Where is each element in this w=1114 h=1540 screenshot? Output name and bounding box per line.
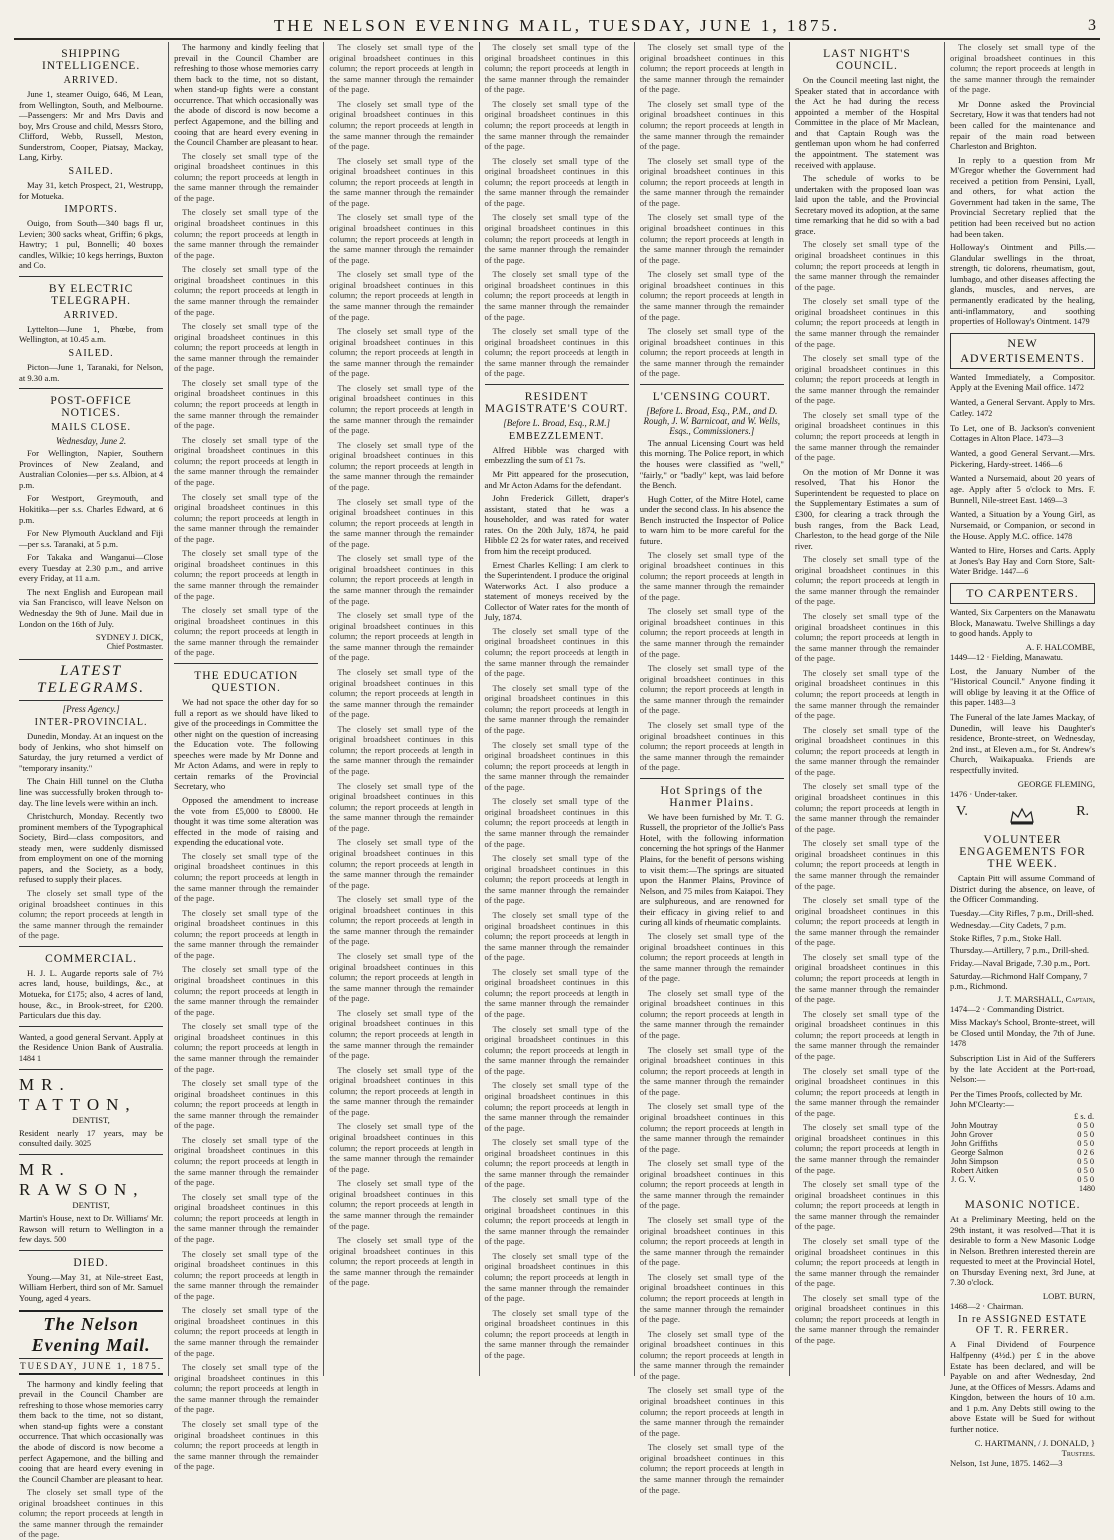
table-row [950, 1175, 1095, 1184]
magistrate-continuation: The closely set small type of the original broadsheet continues in this column; the report proceeds at length in the same manner through the remainder of the page. [484, 966, 629, 1019]
magistrate-continuation: The closely set small type of the original broadsheet continues in this column; the report proceeds at length in the same manner through the remainder of the page. [484, 1137, 629, 1190]
page-number: 3 [1088, 17, 1096, 34]
education-continuation: The closely set small type of the original broadsheet continues in this column; the report proceeds at length in the same manner through the remainder of the page. [484, 212, 629, 265]
subscriber-amount: 0 5 0 [1077, 1165, 1095, 1175]
post-notice: The next English and European mail via San Francisco, will leave Nelson on Wednesday the 9th of June. Mail due in London on the 16th of July. [19, 586, 164, 629]
shipping-arrived-label: ARRIVED. [63, 75, 119, 86]
education-continuation: The closely set small type of the original broadsheet continues in this column; the report proceeds at length in the same manner through the remainder of the page. [329, 42, 474, 95]
council-continuation: The closely set small type of the original broadsheet continues in this column; the report proceeds at length in the same manner through the remainder of the page. [794, 554, 940, 607]
servant-ad [19, 1032, 163, 1064]
subscription-table [950, 1112, 1095, 1184]
ad-ref: 1483—3 [987, 698, 1016, 708]
commercial-heading: COMMERCIAL. [45, 952, 137, 965]
new-ad-item [950, 372, 1095, 393]
magistrate-continuation: The closely set small type of the original broadsheet continues in this column; the report proceeds at length in the same manner through the remainder of the page. [639, 212, 784, 265]
council-continuation: The closely set small type of the original broadsheet continues in this column; the report proceeds at length in the same manner through the remainder of the page. [794, 296, 940, 349]
education-continuation: The closely set small type of the original broadsheet continues in this column; the report proceeds at length in the same manner through the remainder of the page. [329, 666, 474, 720]
telegraph-arrived-label: ARRIVED. [63, 309, 119, 321]
shipping-heading: SHIPPING INTELLIGENCE. [41, 48, 141, 72]
magistrate-continuation: The closely set small type of the original broadsheet continues in this column; the report proceeds at length in the same manner through the remainder of the page. [639, 155, 784, 208]
estate-heading: In re ASSIGNED ESTATE OF T. R. FERRER. [958, 1314, 1087, 1337]
ad-ref: 1473—3 [1035, 434, 1064, 444]
leader-continuation: The closely set small type of the original broadsheet continues in this column; the report proceeds at length in the same manner through the remainder of the page. [174, 434, 319, 487]
education-continuation: The closely set small type of the original broadsheet continues in this column; the report proceeds at length in the same manner through the remainder of the page. [174, 964, 319, 1017]
column-1 [14, 42, 169, 1540]
leader-continuation: The closely set small type of the original broadsheet continues in this column; the report proceeds at length in the same manner through the remainder of the page. [174, 264, 319, 317]
magistrate-paragraph: John Frederick Gillett, draper's assistant, stated that he was a householder, and was rated for water rates. On the 20th July, 1874, he paid Hibble £2 2s for water rates, and received from him the receipt produced. [484, 493, 629, 556]
magistrate-continuation: The closely set small type of the original broadsheet continues in this column; the report proceeds at length in the same manner through the remainder of the page. [639, 269, 784, 322]
holloway-text: Holloway's Ointment and Pills.—Glandular swellings in the throat, strength, tic dolorens, rheumatism, gout, lumbago, and other diseases affecting the glands, muscles, and nerves, are permanently eradicated by the healing, anti-inflammatory, and soothing properties of Holloway's Ointment. [950, 242, 1096, 327]
education-continuation: The closely set small type of the original broadsheet continues in this column; the report proceeds at length in the same manner through the remainder of the page. [329, 610, 474, 663]
council-continuation: The closely set small type of the original broadsheet continues in this column; the report proceeds at length in the same manner through the remainder of the page. [794, 611, 940, 664]
leader-continuation: The closely set small type of the original broadsheet continues in this column; the report proceeds at length in the same manner through the remainder of the page. [174, 605, 319, 658]
estate-date: Nelson, 1st June, 1875. [950, 1457, 1031, 1468]
shipping-imports-label: IMPORTS. [64, 204, 118, 216]
divider [19, 1250, 163, 1251]
ad-ref: 1472 [1068, 383, 1085, 393]
volunteer-engagement: Friday.—Naval Brigade, 7.30 p.m., Port. [950, 957, 1091, 968]
subscriber-name: Robert Aitken [951, 1165, 999, 1175]
ad-ref: 1478 [1056, 531, 1073, 541]
paper-nameplate [19, 1310, 163, 1375]
hot-springs-continuation: The closely set small type of the original broadsheet continues in this column; the report proceeds at length in the same manner through the remainder of the page. [639, 1328, 784, 1381]
licensing-heading: L'CENSING COURT. [652, 390, 771, 403]
education-continuation: The closely set small type of the original broadsheet continues in this column; the report proceeds at length in the same manner through the remainder of the page. [174, 1134, 319, 1188]
volunteers-title: Commanding District. [987, 1003, 1065, 1014]
leader-continuation: The closely set small type of the original broadsheet continues in this column; the report proceeds at length in the same manner through the remainder of the page. [174, 321, 319, 374]
ad-ref: 1462—3 [1032, 1457, 1063, 1468]
magistrate-heading: RESIDENT MAGISTRATE'S COURT. [484, 390, 629, 415]
education-continuation: The closely set small type of the original broadsheet continues in this column; the report proceeds at length in the same manner through the remainder of the page. [329, 496, 474, 549]
education-continuation: The closely set small type of the original broadsheet continues in this column; the report proceeds at length in the same manner through the remainder of the page. [484, 269, 629, 322]
telegraph-sailed-label: SAILED. [68, 348, 114, 359]
divider [19, 1069, 163, 1070]
post-notice: For Westport, Greymouth, and Hokitika—per s.s. Charles Edward, at 6 p.m. [19, 493, 164, 525]
subscriber-name: George Salmon [951, 1147, 1004, 1157]
volunteers-heading: VOLUNTEER ENGAGEMENTS FOR THE WEEK. [959, 834, 1086, 871]
telegrams-agency: [Press Agency.] [62, 704, 120, 715]
subscriber-name: John Grover [951, 1129, 993, 1139]
education-continuation: The closely set small type of the original broadsheet continues in this column; the report proceeds at length in the same manner through the remainder of the page. [329, 1235, 474, 1288]
divider [174, 663, 318, 664]
new-ads-heading: NEW ADVERTISEMENTS. [950, 333, 1095, 369]
magistrate-continuation: The closely set small type of the original broadsheet continues in this column; the report proceeds at length in the same manner through the remainder of the page. [484, 796, 629, 849]
volunteers-intro: Captain Pitt will assume Command of District during the absence, on leave, of the Officer Commanding. [950, 873, 1096, 905]
subscriber-amount: 0 5 0 [1077, 1138, 1095, 1148]
magistrate-continuation: The closely set small type of the original broadsheet continues in this column; the report proceeds at length in the same manner through the remainder of the page. [484, 1307, 629, 1360]
council-heading: LAST NIGHT'S COUNCIL. [823, 48, 911, 72]
ad-ref: 1469—3 [1039, 495, 1068, 505]
subscriber-amount: 0 5 0 [1077, 1129, 1095, 1139]
post-notice: For New Plymouth Auckland and Fiji—per s.s. Taranaki, at 5 p.m. [19, 528, 164, 549]
magistrate-before: [Before L. Broad, Esq., R.M.] [503, 417, 611, 428]
rawson-text: Martin's House, next to Dr. Williams' Mr. Rawson will return to Wellington in a few days. [19, 1212, 164, 1245]
hot-springs-continuation: The closely set small type of the original broadsheet continues in this column; the report proceeds at length in the same manner through the remainder of the page. [639, 1385, 784, 1438]
funeral-title: Under-taker. [974, 789, 1018, 800]
masonic-heading: MASONIC NOTICE. [964, 1198, 1081, 1211]
magistrate-continuation: The closely set small type of the original broadsheet continues in this column; the report proceeds at length in the same manner through the remainder of the page. [484, 1023, 629, 1076]
licensing-paragraph: The annual Licensing Court was held this morning. The Police report, in which the houses were classified as "well," "fairly," or "badly" kept, was laid before the Bench. [639, 437, 784, 491]
subscriber-name: J. G. V. [951, 1174, 976, 1184]
new-ad-item [950, 423, 1095, 444]
ad-ref: 1449—12 [950, 652, 985, 662]
ad-ref: 1447—6 [1000, 567, 1029, 577]
licensing-continuation: The closely set small type of the original broadsheet continues in this column; the report proceeds at length in the same manner through the remainder of the page. [639, 549, 784, 602]
telegraph-sailed-text: Picton—June 1, Taranaki, for Nelson, at 9.30 a.m. [19, 362, 164, 383]
commercial-text: H. J. L. Augarde reports sale of 7½ acres land, house, buildings, &c., at Motueka, for £175; also, 4 acres of land, house, &c., in Brook-street, for £200. Particulars due this day. [19, 967, 164, 1021]
council-continuation: The closely set small type of the original broadsheet continues in this column; the report proceeds at length in the same manner through the remainder of the page. [794, 895, 940, 948]
tatton-name: MR. TATTON, [19, 1074, 137, 1114]
council-paragraph: The schedule of works to be undertaken with the proposed loan was laid upon the table, and the Provincial Secretary moved its adoption, at the same time remarking that he did so with a bad grace. [794, 173, 940, 236]
new-ad-item [950, 473, 1095, 505]
education-continuation: The closely set small type of the original broadsheet continues in this column; the report proceeds at length in the same manner through the remainder of the page. [484, 155, 629, 208]
education-continuation: The closely set small type of the original broadsheet continues in this column; the report proceeds at length in the same manner through the remainder of the page. [484, 42, 629, 95]
magistrate-continuation: The closely set small type of the original broadsheet continues in this column; the report proceeds at length in the same manner through the remainder of the page. [484, 739, 629, 792]
column-7 [945, 42, 1100, 1468]
council-continuation: The closely set small type of the original broadsheet continues in this column; the report proceeds at length in the same manner through the remainder of the page. [794, 1235, 940, 1289]
council-paragraph: Mr Donne asked the Provincial Secretary, How it was that tenders had not been called for the maintenance and repair of the main road between Charleston and Brighton. [950, 98, 1096, 152]
column-2 [169, 42, 324, 1472]
education-continuation: The closely set small type of the original broadsheet continues in this column; the report proceeds at length in the same manner through the remainder of the page. [329, 1178, 474, 1231]
lost-text: Lost, the January Number of the "Historical Council." Anyone finding it will oblige by leaving it at the Office of this paper. [950, 665, 1096, 708]
table-row [950, 1166, 1095, 1175]
tatton-subtitle: DENTIST, [72, 1114, 110, 1125]
masonic-footer: 1468—2 · Chairman. [950, 1300, 1024, 1311]
ad-ref: 3025 [75, 1139, 92, 1149]
magistrate-continuation: The closely set small type of the original broadsheet continues in this column; the report proceeds at length in the same manner through the remainder of the page. [639, 98, 784, 152]
paper-title: The Nelson Evening Mail. [31, 1313, 151, 1355]
hot-springs-continuation: The closely set small type of the original broadsheet continues in this column; the report proceeds at length in the same manner through the remainder of the page. [639, 1158, 784, 1211]
tatton-ad [19, 1128, 163, 1149]
education-continuation: The closely set small type of the original broadsheet continues in this column; the report proceeds at length in the same manner through the remainder of the page. [174, 1362, 319, 1415]
divider [640, 778, 784, 779]
volunteer-crest [956, 804, 1089, 828]
carpenters-text: Wanted, Six Carpenters on the Manawatu Block, Manawatu. Twelve Shillings a day to good hands. Apply to [950, 607, 1096, 639]
subscriber-name: John Moutray [951, 1120, 998, 1130]
telegrams-heading: LATEST TELEGRAMS. [19, 659, 163, 701]
ad-ref: 1472 [976, 408, 993, 418]
postmaster-signature: SYDNEY J. DICK, [95, 632, 164, 643]
volunteer-engagement: Saturday.—Richmond Half Company, 7 p.m., Richmond. [950, 970, 1088, 992]
magistrate-subheading: EMBEZZLEMENT. [508, 430, 605, 442]
masonic-title: Chairman. [987, 1300, 1024, 1311]
ad-ref: 1474—2 [950, 1003, 981, 1014]
subscriber-amount: 0 5 0 [1077, 1156, 1095, 1166]
divider [485, 384, 629, 385]
funeral-footer: 1476 · Under-taker. [950, 789, 1018, 800]
shipping-sailed-label: SAILED. [68, 165, 114, 177]
new-ad-text: Wanted, a Situation by a Young Girl, as Nursemaid, or Companion, or second in the House. Apply M.C. office. [950, 509, 1096, 541]
ad-ref: 1484 1 [19, 1053, 41, 1063]
mails-day-label: Wednesday, June 2. [56, 436, 127, 447]
licensing-before: [Before L. Broad, Esq., P.M., and D. Rough, J. W. Barnicoat, and W. Wells, Esqs., Commissioners.] [643, 405, 781, 436]
subscription-collector: Per the Times Proofs, collected by Mr. John M'Clearty:— [950, 1088, 1083, 1110]
education-continuation: The closely set small type of the original broadsheet continues in this column; the report proceeds at length in the same manner through the remainder of the page. [174, 1305, 319, 1358]
magistrate-paragraph: Alfred Hibble was charged with embezzling the sum of £1 7s. [484, 444, 629, 466]
council-continuation: The closely set small type of the original broadsheet continues in this column; the report proceeds at length in the same manner through the remainder of the page. [794, 667, 940, 721]
masthead-title: THE NELSON EVENING MAIL, TUESDAY, JUNE 1, 1875. [273, 16, 841, 35]
funeral-signature: GEORGE FLEMING, [1017, 779, 1096, 790]
divider [19, 276, 163, 277]
licensing-continuation: The closely set small type of the original broadsheet continues in this column; the report proceeds at length in the same manner through the remainder of the page. [639, 663, 784, 716]
council-paragraph: In reply to a question from Mr M'Gregor whether the Government had received a petition from Pensini, Lyall, and others, for what action the Government had taken in the same, The Provincial Secretary replied that the petition had been received but no action had been taken. [950, 154, 1096, 239]
education-continuation: The closely set small type of the original broadsheet continues in this column; the report proceeds at length in the same manner through the remainder of the page. [329, 98, 474, 152]
council-continuation: The closely set small type of the original broadsheet continues in this column; the report proceeds at length in the same manner through the remainder of the page. [950, 42, 1096, 95]
council-paragraph: On the Council meeting last night, the Speaker stated that in accordance with the Act he had during the recess appointed a member of the Hospital Committee in the place of Mr Maclean, and that Captain Rough was the gentleman upon whom he had conferred the appointment. The statement was received with applause. [794, 75, 940, 170]
ad-ref: 1468—2 [950, 1300, 981, 1311]
holloway-ad [950, 242, 1095, 327]
volunteer-engagement: Wednesday.—City Cadets, 7 p.m. [950, 920, 1066, 931]
council-continuation: The closely set small type of the original broadsheet continues in this column; the report proceeds at length in the same manner through the remainder of the page. [794, 1122, 940, 1175]
masonic-signature: LOBT. BURN, [1042, 1290, 1096, 1301]
leader-continuation: The closely set small type of the original broadsheet continues in this column; the report proceeds at length in the same manner through the remainder of the page. [174, 377, 319, 431]
mails-close-label: MAILS CLOSE. [51, 422, 131, 434]
funeral-text: The Funeral of the late James Mackay, of Dunedin, will leave his Daughter's residence, Bronte-street, on Wednesday, 2nd inst., at Eleven a.m., for St. Andrew's Church, Waikapuaka. Friends are respectfully invited. [950, 712, 1096, 775]
telegram-paragraph: The Chain Hill tunnel on the Clutha line was successfully broken through to-day. The line levels were within an inch. [19, 776, 164, 808]
hot-springs-continuation: The closely set small type of the original broadsheet continues in this column; the report proceeds at length in the same manner through the remainder of the page. [639, 1215, 784, 1268]
council-continuation: The closely set small type of the original broadsheet continues in this column; the report proceeds at length in the same manner through the remainder of the page. [794, 1179, 940, 1232]
magistrate-continuation: The closely set small type of the original broadsheet continues in this column; the report proceeds at length in the same manner through the remainder of the page. [484, 682, 629, 735]
shipping-arrived-text: June 1, steamer Ouigo, 646, M Lean, from Wellington, South, and Melbourne.—Passengers: Mr and Mrs Davis and boy, Mrs Crouse and child, Messrs Storo, Clifford, Webb, Russell, Meston, Sunderstrom, Cooper, Piatsay, Mackay, Lang, Kirby. [19, 89, 164, 163]
new-ad-text: Wanted Immediately, a Compositor. Apply at the Evening Mail office. [950, 371, 1096, 393]
died-text: Young.—May 31, at Nile-street East, William Herbert, third son of Mr. Samuel Young, aged 4 years. [19, 1271, 164, 1304]
subscription-intro: Subscription List in Aid of the Sufferers by the late Accident at the Port-road, Nelson:— [950, 1053, 1096, 1085]
education-continuation: The closely set small type of the original broadsheet continues in this column; the report proceeds at length in the same manner through the remainder of the page. [174, 1248, 319, 1301]
licensing-paragraph: Hugh Cotter, of the Mitre Hotel, came under the second class. In his absence the Bench instructed the Inspector of Police to warn him to be more careful for the future. [639, 493, 784, 546]
education-continuation: The closely set small type of the original broadsheet continues in this column; the report proceeds at length in the same manner through the remainder of the page. [329, 1121, 474, 1174]
table-row [950, 1121, 1095, 1130]
education-continuation: The closely set small type of the original broadsheet continues in this column; the report proceeds at length in the same manner through the remainder of the page. [329, 382, 474, 436]
education-continuation: The closely set small type of the original broadsheet continues in this column; the report proceeds at length in the same manner through the remainder of the page. [329, 326, 474, 379]
education-continuation: The closely set small type of the original broadsheet continues in this column; the report proceeds at length in the same manner through the remainder of the page. [484, 98, 629, 152]
shipping-sailed-text: May 31, ketch Prospect, 21, Westrupp, for Motueka. [19, 179, 164, 201]
hot-springs-continuation: The closely set small type of the original broadsheet continues in this column; the report proceeds at length in the same manner through the remainder of the page. [639, 1044, 784, 1097]
new-ad-text: Wanted to Hire, Horses and Carts. Apply at Jones's Bay Hay and Corn Store, Salt-Water Bridge. [950, 545, 1096, 577]
licensing-continuation: The closely set small type of the original broadsheet continues in this column; the report proceeds at length in the same manner through the remainder of the page. [639, 606, 784, 659]
education-paragraph: We had not space the other day for so full a report as we should have liked to give of the proceedings in Committee the other night on the question of increasing the Education vote. The following speeches were made by Mr Donne and Mr Acton Adams, and were in reply to certain remarks of the Provincial Secretary, who [174, 696, 319, 792]
ad-ref: 1478 [950, 1039, 967, 1049]
hot-springs-paragraph: We have been furnished by Mr. T. G. Russell, the proprietor of the Jollie's Pass Hotel, with the following information concerning the hot springs of the Hanmer Plains, for the benefit of persons wishing to visit them:—The springs are situated upon the Hanmer Plains, Province of Nelson, and 75 miles from Kaiapoi. They are sulphureous, and are renowned for their efficacy in giving relief to and curing all kinds of rheumatic complaints. [639, 811, 784, 928]
subscriber-name: John Griffiths [951, 1138, 998, 1148]
magistrate-continuation: The closely set small type of the original broadsheet continues in this column; the report proceeds at length in the same manner through the remainder of the page. [639, 326, 784, 379]
telegraph-heading: BY ELECTRIC TELEGRAPH. [48, 282, 134, 307]
carpenters-heading: TO CARPENTERS. [950, 583, 1095, 604]
divider [19, 1154, 163, 1155]
lost-ad [950, 666, 1095, 709]
carpenters-place: Fielding, Manawatu. [991, 652, 1063, 662]
council-continuation: The closely set small type of the original broadsheet continues in this column; the report proceeds at length in the same manner through the remainder of the page. [794, 239, 940, 292]
leader-continuation: The closely set small type of the original broadsheet continues in this column; the report proceeds at length in the same manner through the remainder of the page. [174, 150, 319, 203]
divider [19, 388, 163, 389]
education-continuation: The closely set small type of the original broadsheet continues in this column; the report proceeds at length in the same manner through the remainder of the page. [329, 1064, 474, 1117]
crown-icon [1009, 806, 1035, 826]
magistrate-continuation: The closely set small type of the original broadsheet continues in this column; the report proceeds at length in the same manner through the remainder of the page. [484, 1080, 629, 1133]
telegrams-subheading: INTER-PROVINCIAL. [34, 717, 148, 729]
magistrate-continuation: The closely set small type of the original broadsheet continues in this column; the report proceeds at length in the same manner through the remainder of the page. [484, 625, 629, 679]
education-continuation: The closely set small type of the original broadsheet continues in this column; the report proceeds at length in the same manner through the remainder of the page. [329, 439, 474, 492]
new-ad-text: Wanted, a good General Servant.—Mrs. Pickering, Hardy-street. [950, 448, 1096, 469]
shipping-imports-text: Ouigo, from South—340 bags fl ur, Levien; 300 sacks wheat, Griffin; 6 pkgs, Hawtry; 1 pul, Bonnelli; 40 boxes candles, Wilkie; 10 kegs herrings, Buxton and Co. [19, 218, 164, 271]
hot-springs-continuation: The closely set small type of the original broadsheet continues in this column; the report proceeds at length in the same manner through the remainder of the page. [639, 1442, 784, 1495]
servant-ad-text: Wanted, a good general Servant. Apply at the Residence Union Bank of Australia. [19, 1031, 164, 1053]
paper-date: TUESDAY, JUNE 1, 1875. [19, 1358, 163, 1371]
new-ad-text: Wanted a Nursemaid, about 20 years of age. Apply after 5 o'clock to Mrs. F. Bunnell, Nile-street East. [950, 473, 1096, 505]
tatton-text: Resident nearly 17 years, may be consulted daily. [19, 1127, 164, 1149]
education-continuation: The closely set small type of the original broadsheet continues in this column; the report proceeds at length in the same manner through the remainder of the page. [174, 1191, 319, 1244]
post-office-heading: POST-OFFICE NOTICES. [50, 395, 132, 420]
education-paragraph: Opposed the amendment to increase the vote from £5,000 to £8000. He thought it was time some alteration was effected in the mode of raising and expending the educational vote. [174, 795, 319, 848]
new-ad-item [950, 448, 1095, 469]
education-continuation: The closely set small type of the original broadsheet continues in this column; the report proceeds at length in the same manner through the remainder of the page. [174, 1021, 319, 1074]
education-continuation: The closely set small type of the original broadsheet continues in this column; the report proceeds at length in the same manner through the remainder of the page. [329, 723, 474, 776]
postmaster-title: Chief Postmaster. [106, 642, 164, 652]
hot-springs-continuation: The closely set small type of the original broadsheet continues in this column; the report proceeds at length in the same manner through the remainder of the page. [639, 930, 784, 984]
hot-springs-continuation: The closely set small type of the original broadsheet continues in this column; the report proceeds at length in the same manner through the remainder of the page. [639, 1101, 784, 1154]
volunteer-engagement: Stoke Rifles, 7 p.m., Stoke Hall. [950, 932, 1062, 943]
magistrate-continuation: The closely set small type of the original broadsheet continues in this column; the report proceeds at length in the same manner through the remainder of the page. [484, 909, 629, 963]
magistrate-continuation: The closely set small type of the original broadsheet continues in this column; the report proceeds at length in the same manner through the remainder of the page. [639, 42, 784, 95]
education-continuation: The closely set small type of the original broadsheet continues in this column; the report proceeds at length in the same manner through the remainder of the page. [329, 837, 474, 890]
new-ad-item [950, 545, 1095, 577]
masonic-text: At a Preliminary Meeting, held on the 29th instant, it was resolved—That it is desirable to form a New Masonic Lodge in Nelson. Brethren interested therein are requested to meet at the Provincial Hotel, on Thursday Evening next, 3rd June, at 7.30 o'clock. [950, 1213, 1096, 1288]
masthead [14, 10, 1100, 40]
hot-springs-heading: Hot Springs of the Hanmer Plains. [660, 784, 764, 809]
table-row [950, 1139, 1095, 1148]
rawson-subtitle: DENTIST, [72, 1199, 110, 1210]
education-continuation: The closely set small type of the original broadsheet continues in this column; the report proceeds at length in the same manner through the remainder of the page. [329, 212, 474, 265]
carpenters-signature: A. F. HALCOMBE, [1025, 642, 1096, 652]
divider [19, 1026, 163, 1027]
estate-text: A Final Dividend of Fourpence Halfpenny (4½d.) per £ in the above Estate has been declared, and will be Payable on and after Wednesday, 2nd June, at the Offices of Messrs. Adams and Kingdon, between the hours of 10 a.m. and 1 p.m. Any Debts still owing to the above Estate will be Sued for without further notice. [950, 1339, 1096, 1434]
council-continuation: The closely set small type of the original broadsheet continues in this column; the report proceeds at length in the same manner through the remainder of the page. [794, 1065, 940, 1118]
subscriber-amount: 0 5 0 [1077, 1120, 1095, 1130]
hot-springs-continuation: The closely set small type of the original broadsheet continues in this column; the report proceeds at length in the same manner through the remainder of the page. [639, 1271, 784, 1325]
table-header-row [950, 1112, 1095, 1121]
education-continuation: The closely set small type of the original broadsheet continues in this column; the report proceeds at length in the same manner through the remainder of the page. [329, 553, 474, 606]
education-continuation: The closely set small type of the original broadsheet continues in this column; the report proceeds at length in the same manner through the remainder of the page. [329, 269, 474, 322]
magistrate-paragraph: Ernest Charles Kelling: I am clerk to the Superintendent. I produce the original Waterworks Act. I also produce a statement of moneys received by the Collector of Water rates for the month of July, 1874. [484, 559, 629, 623]
volunteers-signature: J. T. MARSHALL, Captain, [997, 993, 1096, 1004]
table-row [950, 1130, 1095, 1139]
new-ad-text: To Let, one of B. Jackson's convenient Cottages in Alton Place. [950, 422, 1096, 444]
council-continuation: The closely set small type of the original broadsheet continues in this column; the report proceeds at length in the same manner through the remainder of the page. [794, 1008, 940, 1061]
leader-continuation: The closely set small type of the original broadsheet continues in this column; the report proceeds at length in the same manner through the remainder of the page. [174, 207, 319, 260]
column-4 [480, 42, 635, 1376]
council-continuation: The closely set small type of the original broadsheet continues in this column; the report proceeds at length in the same manner through the remainder of the page. [794, 781, 940, 834]
education-continuation: The closely set small type of the original broadsheet continues in this column; the report proceeds at length in the same manner through the remainder of the page. [174, 850, 319, 904]
hot-springs-continuation: The closely set small type of the original broadsheet continues in this column; the report proceeds at length in the same manner through the remainder of the page. [639, 987, 784, 1040]
school-notice [950, 1017, 1095, 1049]
telegram-continuation: The closely set small type of the original broadsheet continues in this column; the report proceeds at length in the same manner through the remainder of the page. [19, 888, 164, 941]
education-continuation: The closely set small type of the original broadsheet continues in this column; the report proceeds at length in the same manner through the remainder of the page. [329, 780, 474, 833]
education-continuation: The closely set small type of the original broadsheet continues in this column; the report proceeds at length in the same manner through the remainder of the page. [174, 907, 319, 960]
council-continuation: The closely set small type of the original broadsheet continues in this column; the report proceeds at length in the same manner through the remainder of the page. [794, 951, 940, 1005]
education-continuation: The closely set small type of the original broadsheet continues in this column; the report proceeds at length in the same manner through the remainder of the page. [329, 894, 474, 947]
vr-letter-v: V. [956, 804, 968, 820]
leader-continuation: The closely set small type of the original broadsheet continues in this column; the report proceeds at length in the same manner through the remainder of the page. [19, 1487, 164, 1540]
education-heading: THE EDUCATION QUESTION. [194, 669, 299, 694]
table-row [950, 1148, 1095, 1157]
post-notice: For Takaka and Wanganui—Close every Tuesday at 2.30 p.m., and arrive every Friday, at 11 a.m. [19, 552, 164, 584]
magistrate-continuation: The closely set small type of the original broadsheet continues in this column; the report proceeds at length in the same manner through the remainder of the page. [484, 1194, 629, 1247]
volunteer-engagement: Tuesday.—City Rifles, 7 p.m., Drill-shed. [950, 907, 1094, 918]
ad-ref: 1479 [1073, 317, 1090, 327]
telegram-paragraph: Dunedin, Monday. At an inquest on the body of Jenkins, who shot himself on Saturday, the jury returned a verdict of "temporary insanity." [19, 731, 164, 773]
post-notice: For Wellington, Napier, Southern Provinces of New Zealand, and Australian Colonies—per s.s. Albion, at 4 p.m. [19, 448, 164, 490]
education-continuation: The closely set small type of the original broadsheet continues in this column; the report proceeds at length in the same manner through the remainder of the page. [329, 1007, 474, 1061]
rawson-name: MR. RAWSON, [19, 1159, 145, 1199]
licensing-continuation: The closely set small type of the original broadsheet continues in this column; the report proceeds at length in the same manner through the remainder of the page. [639, 719, 784, 773]
council-paragraph: On the motion of Mr Donne it was resolved, That his Honor the Superintendent be requested to place on the Supplementary Estimates a sum of £300, for clearing a track through the bush ranges, from the Back Lead, Charleston, to the head gorge of the Nile river. [794, 466, 940, 551]
magistrate-continuation: The closely set small type of the original broadsheet continues in this column; the report proceeds at length in the same manner through the remainder of the page. [484, 853, 629, 906]
council-continuation: The closely set small type of the original broadsheet continues in this column; the report proceeds at length in the same manner through the remainder of the page. [794, 1292, 940, 1345]
estate-signatures: C. HARTMANN, / J. DONALD, } Trustees. [974, 1437, 1096, 1458]
council-continuation: The closely set small type of the original broadsheet continues in this column; the report proceeds at length in the same manner through the remainder of the page. [794, 838, 940, 891]
died-heading: DIED. [73, 1256, 109, 1269]
funeral-notice [950, 712, 1095, 775]
volunteer-engagement: Thursday.—Artillery, 7 p.m., Drill-shed. [950, 945, 1090, 956]
leader-continuation: The harmony and kindly feeling that prevail in the Council Chamber are refreshing to those whose memories carry them back to the time, not so distant, when stand-up fights were a constant occurrence. That which occasionally was the abode of discord is now become a perfect Agapemone, and the billing and cooing that are heard every evening in the Council Chamber are pleasant to hear. [174, 42, 319, 148]
education-continuation: The closely set small type of the original broadsheet continues in this column; the report proceeds at length in the same manner through the remainder of the page. [484, 326, 629, 379]
column-5 [635, 42, 790, 1495]
education-continuation: The closely set small type of the original broadsheet continues in this column; the report proceeds at length in the same manner through the remainder of the page. [174, 1418, 319, 1472]
table-row [950, 1157, 1095, 1166]
magistrate-continuation: The closely set small type of the original broadsheet continues in this column; the report proceeds at length in the same manner through the remainder of the page. [484, 1250, 629, 1304]
council-continuation: The closely set small type of the original broadsheet continues in this column; the report proceeds at length in the same manner through the remainder of the page. [794, 353, 940, 406]
telegram-paragraph: Christchurch, Monday. Recently two prominent members of the Typographical Society, Bird—class compositors, and steady men, were suddenly dismissed from employment on one of the morning papers, and the Society, as a body, refused to supply their places. [19, 811, 164, 885]
education-continuation: The closely set small type of the original broadsheet continues in this column; the report proceeds at length in the same manner through the remainder of the page. [329, 951, 474, 1004]
school-text: Miss Mackay's School, Bronte-street, will be Closed until Monday, the 7th of June. [950, 1017, 1096, 1038]
estate-footer [950, 1458, 1095, 1469]
column-3 [324, 42, 479, 1376]
education-continuation: The closely set small type of the original broadsheet continues in this column; the report proceeds at length in the same manner through the remainder of the page. [329, 155, 474, 208]
subscriber-amount: 0 2 6 [1077, 1147, 1095, 1157]
ad-ref: 500 [54, 1235, 67, 1245]
ad-ref: 1476 [950, 789, 968, 800]
divider [19, 946, 163, 947]
education-continuation: The closely set small type of the original broadsheet continues in this column; the report proceeds at length in the same manner through the remainder of the page. [174, 1078, 319, 1131]
new-ad-item [950, 509, 1095, 541]
new-ad-text: Wanted, a General Servant. Apply to Mrs. Catley. [950, 397, 1096, 418]
new-ad-item [950, 397, 1095, 418]
council-continuation: The closely set small type of the original broadsheet continues in this column; the report proceeds at length in the same manner through the remainder of the page. [794, 724, 940, 777]
subscriber-amount: 0 5 0 [1077, 1174, 1095, 1184]
council-continuation: The closely set small type of the original broadsheet continues in this column; the report proceeds at length in the same manner through the remainder of the page. [794, 409, 940, 463]
subscriber-name: John Simpson [951, 1156, 999, 1166]
magistrate-paragraph: Mr Pitt appeared for the prosecution, and Mr Acton Adams for the defendant. [484, 469, 629, 490]
divider [640, 384, 784, 385]
currency-header: £ s. d. [1074, 1111, 1095, 1121]
vr-letter-r: R. [1076, 804, 1090, 820]
leader-continuation: The closely set small type of the original broadsheet continues in this column; the report proceeds at length in the same manner through the remainder of the page. [174, 548, 319, 601]
volunteers-footer: 1474—2 · Commanding District. [950, 1003, 1065, 1014]
leader-paragraph: The harmony and kindly feeling that prevail in the Council Chamber are refreshing to those whose memories carry them back to the time, not so distant, when stand-up fights were a constant occurrence. That which occasionally was the abode of discord is now become a perfect Agapemone, and the billing and cooing that are heard every evening in the Council Chamber are pleasant to hear. [19, 1378, 164, 1484]
column-6 [790, 42, 945, 1376]
carpenters-footer: 1449—12 · Fielding, Manawatu. [950, 652, 1063, 662]
ad-ref: 1480 [1079, 1183, 1096, 1193]
telegraph-arrived-text: Lyttelton—June 1, Phœbe, from Wellington, at 10.45 a.m. [19, 323, 164, 345]
rawson-ad [19, 1213, 163, 1245]
leader-continuation: The closely set small type of the original broadsheet continues in this column; the report proceeds at length in the same manner through the remainder of the page. [174, 491, 319, 544]
ad-ref: 1466—6 [1034, 459, 1063, 469]
